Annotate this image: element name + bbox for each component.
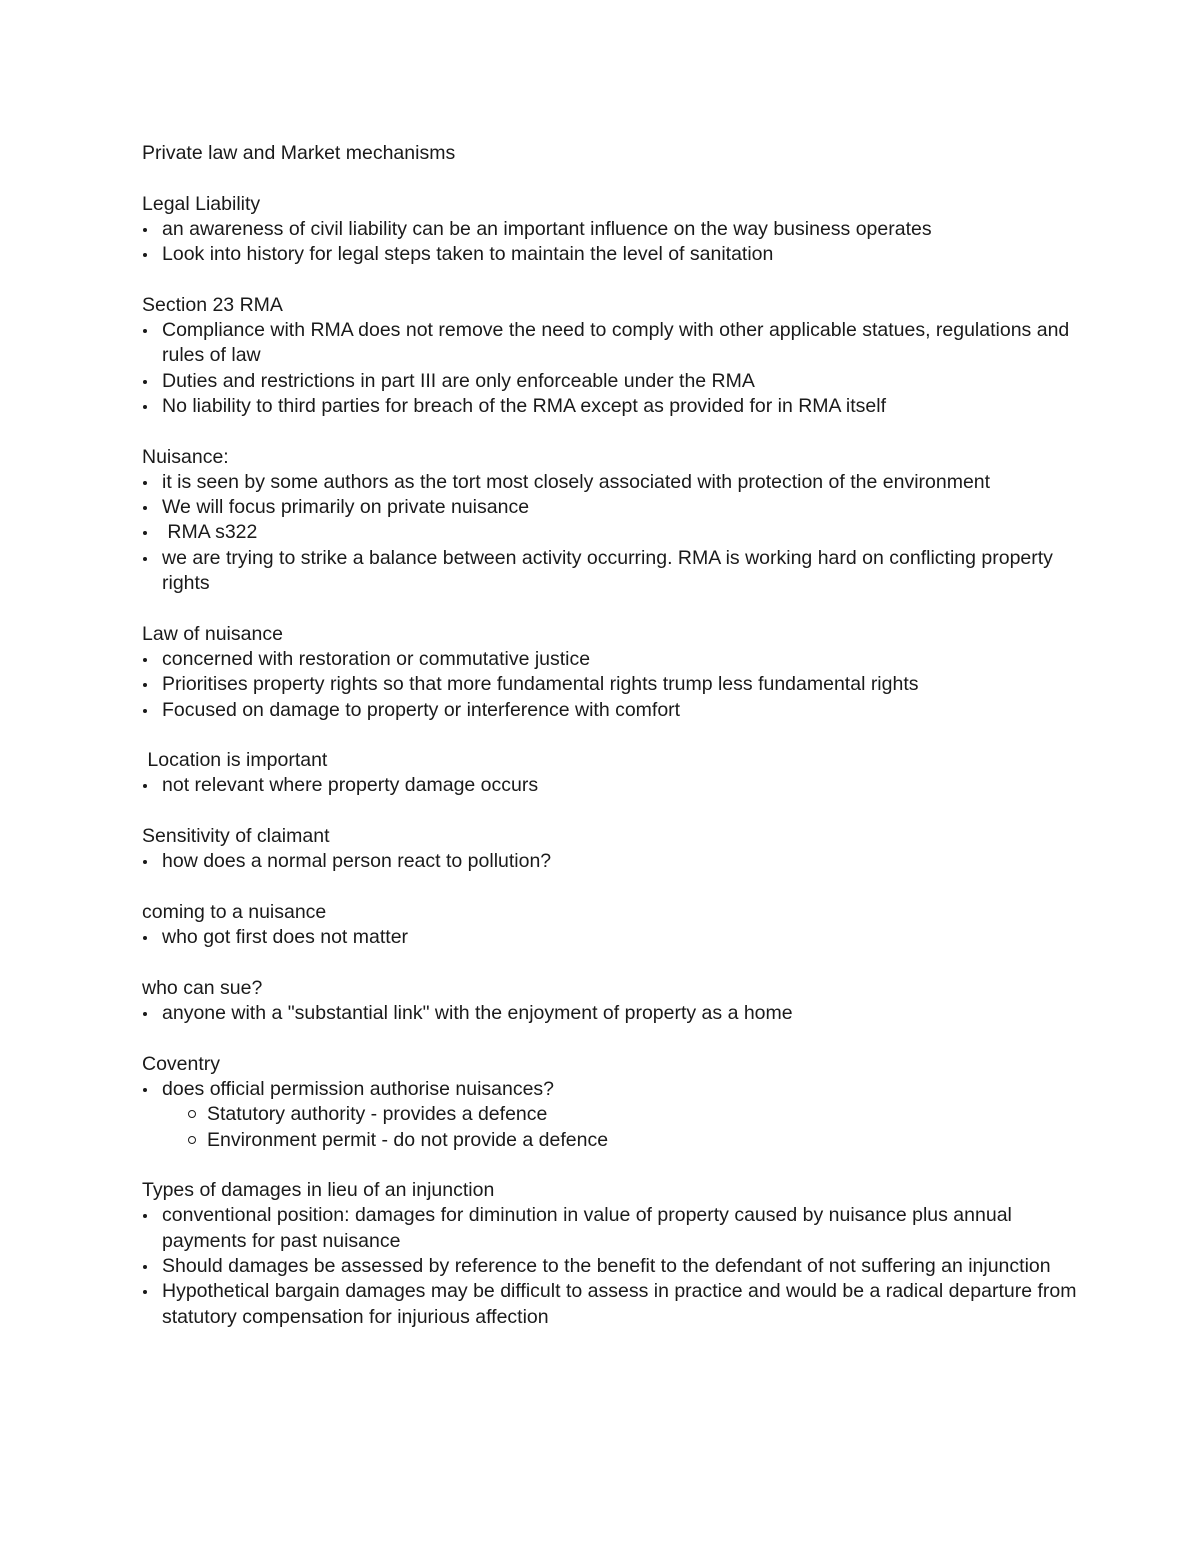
bullet-item [142,369,1082,394]
bullet-item [142,1279,1082,1330]
document-title: Private law and Market mechanisms [142,142,456,164]
section-heading: Nuisance: [142,445,229,468]
bullet-item [142,394,1082,419]
sub-bullet-text: Statutory authority - provides a defence [207,1103,548,1126]
bullet-list [142,1001,1082,1026]
bullet-item [142,925,1082,950]
bullet-text: Focused on damage to property or interference with comfort [162,698,681,721]
bullet-list [142,1203,1082,1329]
bullet-text: We will focus primarily on private nuisance [162,496,530,519]
bullet-list [142,925,1082,950]
bullet-text: it is seen by some authors as the tort most closely associated with protection of the environment [162,470,991,493]
bullet-list [142,318,1082,419]
section-nuisance [142,445,1082,597]
section-legal-liability [142,192,1082,268]
bullet-text: who got first does not matter [162,926,409,949]
bullet-item [142,849,1082,874]
bullet-text: an awareness of civil liability can be an important influence on the way business operates [162,217,932,240]
bullet-text: Prioritises property rights so that more fundamental rights trump less fundamental rights [162,673,919,696]
bullet-item [142,217,1082,242]
section-location [142,748,1082,799]
bullet-list [142,470,1082,596]
bullet-text: Look into history for legal steps taken to maintain the level of sanitation [162,243,774,266]
bullet-text: Duties and restrictions in part III are only enforceable under the RMA [162,369,755,392]
bullet-item [142,318,1082,369]
bullet-item [142,520,1082,545]
bullet-item [142,1203,1082,1254]
section-heading: Coventry [142,1052,221,1075]
sub-bullet-list [142,1102,1082,1153]
section-law-of-nuisance [142,622,1082,723]
bullet-item [142,1077,1082,1153]
bullet-text: anyone with a "substantial link" with the enjoyment of property as a home [162,1002,793,1025]
bullet-item [142,495,1082,520]
bullet-text: Should damages be assessed by reference to the benefit to the defendant of not suffering an injunction [162,1255,1051,1278]
bullet-item [142,242,1082,267]
section-heading: Types of damages in lieu of an injunction [142,1179,495,1202]
section-heading: Section 23 RMA [142,293,283,316]
bullet-list [142,849,1082,874]
section-coventry [142,1052,1082,1153]
bullet-list [142,1077,1082,1153]
sub-bullet-item [142,1102,1082,1127]
bullet-item [142,672,1082,697]
section-heading: Location is important [142,749,328,772]
section-who-can-sue [142,976,1082,1027]
section-sensitivity [142,824,1082,875]
bullet-text: RMA s322 [162,521,258,544]
section-heading: Law of nuisance [142,622,283,645]
bullet-text: does official permission authorise nuisances? [162,1077,555,1100]
bullet-item [142,546,1082,597]
bullet-text: concerned with restoration or commutative justice [162,647,591,670]
bullet-list [142,773,1082,798]
sub-bullet-text: Environment permit - do not provide a defence [207,1128,609,1151]
bullet-text: Compliance with RMA does not remove the need to comply with other applicable statues, regulations and rules of law [162,319,1070,367]
title-block [142,141,1082,166]
section-types-of-damages [142,1178,1082,1330]
bullet-item [142,1254,1082,1279]
bullet-list [142,217,1082,268]
bullet-list [142,647,1082,723]
bullet-item [142,470,1082,495]
bullet-text: how does a normal person react to pollution? [162,850,552,873]
bullet-item [142,647,1082,672]
document-body [142,141,1082,1330]
section-23-rma [142,293,1082,419]
section-heading: who can sue? [142,976,263,999]
bullet-text: Hypothetical bargain damages may be difficult to assess in practice and would be a radical departure from statutory compensation for injurious affection [162,1280,1077,1328]
bullet-text: No liability to third parties for breach of the RMA except as provided for in RMA itself [162,394,886,417]
section-heading: coming to a nuisance [142,900,327,923]
bullet-item [142,1001,1082,1026]
section-coming-to-nuisance [142,900,1082,951]
bullet-item [142,773,1082,798]
sub-bullet-item [142,1128,1082,1153]
bullet-text: we are trying to strike a balance between activity occurring. RMA is working hard on conflicting property rights [162,546,1053,595]
bullet-text: not relevant where property damage occurs [162,774,539,797]
bullet-text: conventional position: damages for diminution in value of property caused by nuisance plus annual payments for past nuisance [162,1204,1012,1252]
section-heading: Sensitivity of claimant [142,825,330,848]
section-heading: Legal Liability [142,192,261,215]
bullet-item [142,698,1082,723]
